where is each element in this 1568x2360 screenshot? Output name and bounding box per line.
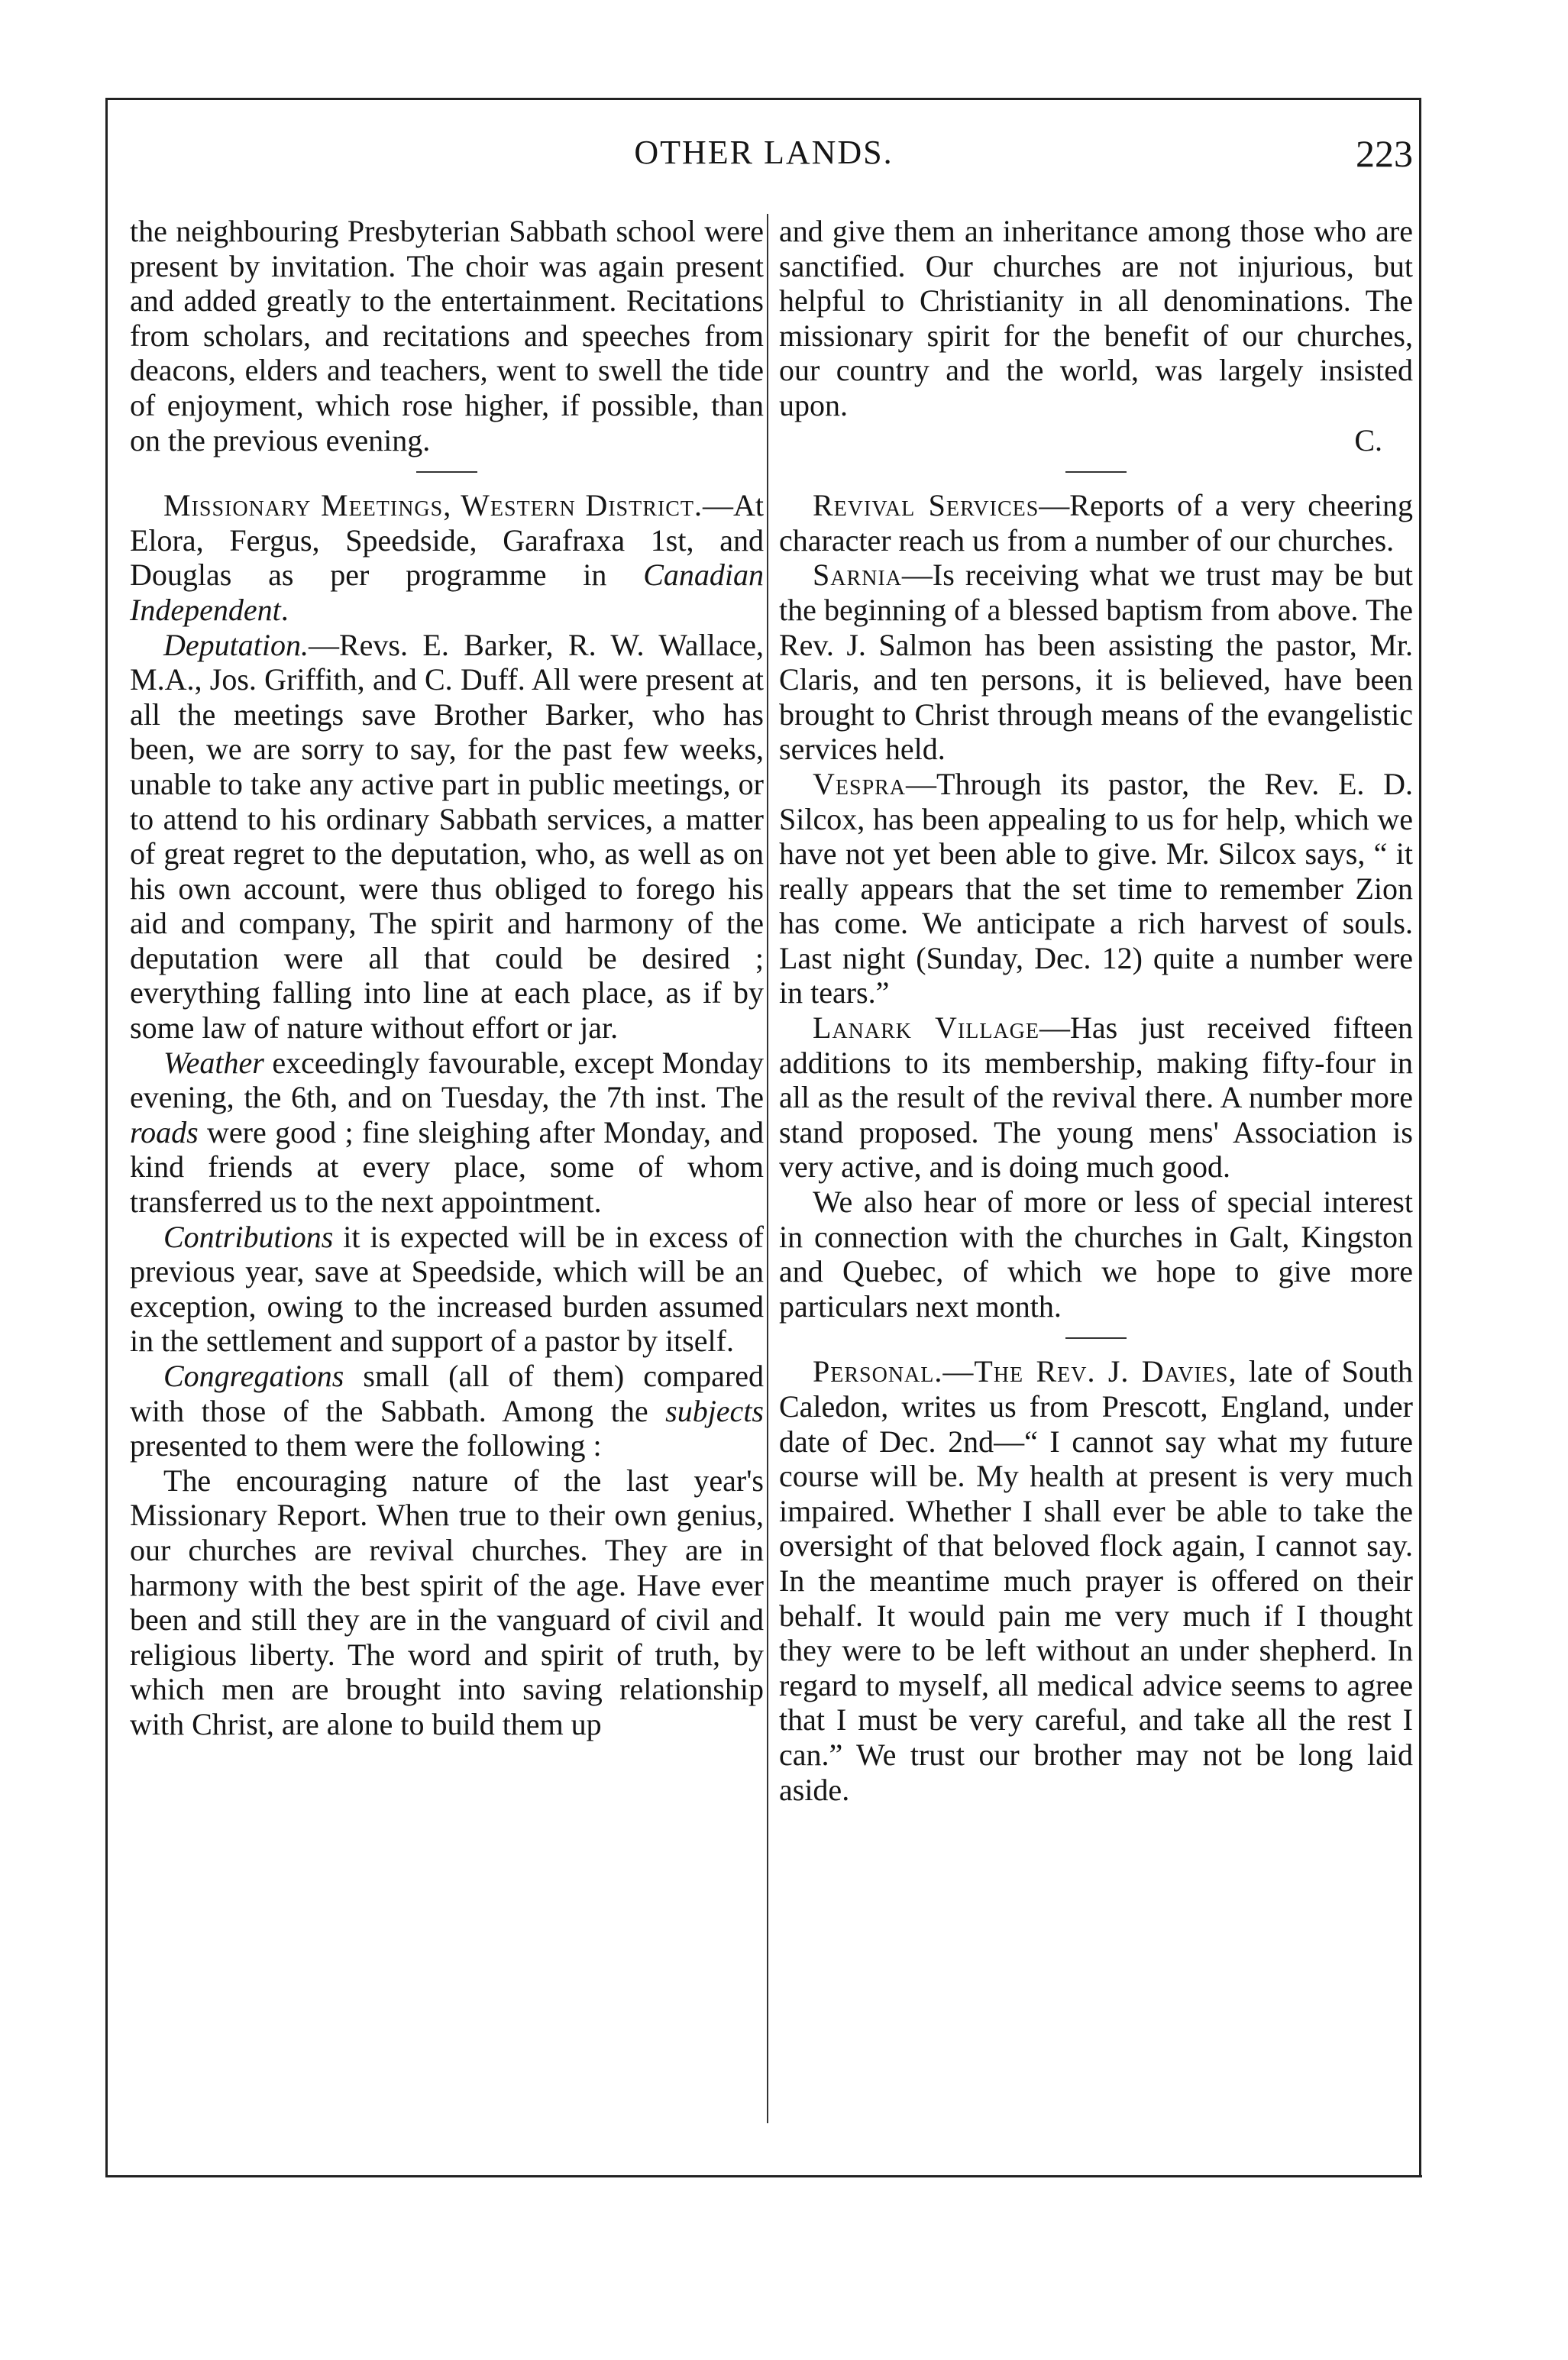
sarnia-paragraph xyxy=(779,558,1413,767)
top-border-rule xyxy=(107,98,1421,100)
sentence-end: . xyxy=(280,592,289,627)
running-head: OTHER LANDS. xyxy=(634,134,894,171)
roads-label: roads xyxy=(130,1114,199,1149)
signature: C. xyxy=(1354,422,1382,457)
congregations-paragraph xyxy=(130,1359,764,1463)
vespra-heading: Vespra xyxy=(813,766,907,801)
section-separator xyxy=(1065,1337,1127,1339)
personal-name: —The Rev. J. Davies, xyxy=(942,1354,1237,1389)
missionary-meetings-paragraph xyxy=(130,488,764,627)
contributions-label: Contributions xyxy=(163,1219,334,1254)
encouraging-paragraph: The encouraging nature of the last year's Missionary Report. When true to their own genius, our churches are revival churches. They are in harmony with the best spirit of the age. Have ever been and still they are in the vanguard of civil and religious liberty. The word and spirit of truth, by which men are brought into saving relationship with Christ, are alone to build them up xyxy=(130,1463,764,1741)
bottom-border-rule xyxy=(105,2175,1422,2177)
revival-services-heading: Revival Services xyxy=(813,488,1039,523)
contributions-text: it is expected will be in excess of previous year, save at Speedside, which will be an exception, owing to the increased burden assumed in the settlement and support of a pastor by itself. xyxy=(130,1219,764,1359)
publication-title: Canadian Independent xyxy=(130,558,764,627)
section-separator xyxy=(416,471,477,473)
left-column xyxy=(130,214,764,1742)
contributions-paragraph xyxy=(130,1220,764,1359)
missionary-meetings-heading: Missionary Meetings, Western District. xyxy=(163,488,703,523)
sarnia-text: —Is receiving what we trust may be but the beginning of a blessed baptism from above. The Rev. J. Salmon has been assisting the pastor, Mr. Claris, and ten persons, it is believed, have been brought to Christ through means of the evangelistic services held. xyxy=(779,558,1413,767)
left-border-rule xyxy=(105,98,108,2175)
deputation-text: —Revs. E. Barker, R. W. Wallace, M.A., Jos. Griffith, and C. Duff. All were present at all the meetings save Brother Barker, who has been, we are sorry to say, for the past few weeks, unable to take any active part in public meetings, or to attend to his ordinary Sabbath services, a matter of great regret to the deputation, who, as well as on his own account, were thus obliged to forego his aid and company, The spirit and harmony of the deputation were all that could be desired ; everything falling into line at each place, as if by some law of nature without effort or jar. xyxy=(130,627,764,1046)
weather-label: Weather xyxy=(163,1045,264,1080)
lanark-paragraph xyxy=(779,1010,1413,1185)
page-number: 223 xyxy=(1356,132,1413,175)
congregations-text-1: small (all of them) compared with those of the Sabbath. Among the xyxy=(130,1359,764,1428)
missionary-meetings-text: —At Elora, Fergus, Speedside, Garafraxa 1st, and Douglas as per programme in xyxy=(130,488,764,593)
congregations-text-2: presented to them were the following : xyxy=(130,1428,602,1463)
sarnia-heading: Sarnia xyxy=(813,558,902,593)
vespra-paragraph xyxy=(779,767,1413,1010)
right-border-rule xyxy=(1419,98,1421,2175)
lanark-heading: Lanark Village xyxy=(813,1010,1039,1046)
continued-paragraph-right: and give them an inheritance among those who are sanctified. Our churches are not injurious, but helpful to Christianity in all denominations. The missionary spirit for the benefit of our churches, our country and the world, was largely insisted upon. xyxy=(779,214,1413,422)
weather-text-2: were good ; fine sleighing after Monday, and kind friends at every place, some of whom transferred us to the next appointment. xyxy=(130,1114,764,1220)
revival-services-text: —Reports of a very cheering character reach us from a number of our churches. xyxy=(779,488,1413,558)
personal-heading: Personal. xyxy=(813,1354,943,1389)
personal-paragraph xyxy=(779,1354,1413,1807)
continued-paragraph: the neighbouring Presbyterian Sabbath school were present by invitation. The choir was again present and added greatly to the entertainment. Recitations from scholars, and recitations and speeches from deacons, elders and teachers, went to swell the tide of enjoyment, which rose higher, if possible, than on the previous evening. xyxy=(130,214,764,457)
weather-paragraph xyxy=(130,1046,764,1220)
congregations-label: Congregations xyxy=(163,1359,344,1393)
personal-text: late of South Caledon, writes us from Prescott, England, under date of Dec. 2nd—“ I cannot say what my future course will be. My health at present is very much impaired. Whether I shall ever be able to take the oversight of that beloved flock again, I cannot say. In the meantime much prayer is offered on their behalf. It would pain me very much if I thought they were to be left without an under shepherd. In regard to myself, all medical advice seems to agree that I must be very careful, and take all the rest I can.” We trust our brother may not be long laid aside. xyxy=(779,1354,1413,1807)
lanark-text: —Has just received fifteen additions to its membership, making fifty-four in all as the result of the revival there. A number more stand proposed. The young mens' Association is very active, and is doing much good. xyxy=(779,1010,1413,1185)
also-hear-paragraph: We also hear of more or less of special interest in connection with the churches in Galt, Kingston and Quebec, of which we hope to give more particulars next month. xyxy=(779,1185,1413,1324)
subjects-label: subjects xyxy=(665,1393,764,1428)
weather-text-1: exceedingly favourable, except Monday evening, the 6th, and on Tuesday, the 7th inst. The xyxy=(130,1045,764,1115)
column-divider xyxy=(767,214,768,2123)
vespra-text: —Through its pastor, the Rev. E. D. Silcox, has been appealing to us for help, which we have not yet been able to give. Mr. Silcox says, “ it really appears that the set time to remember Zion has come. We anticipate a rich harvest of souls. Last night (Sunday, Dec. 12) quite a number were in tears.” xyxy=(779,766,1413,1010)
right-column xyxy=(779,214,1413,1807)
section-separator xyxy=(1065,471,1127,473)
deputation-label: Deputation. xyxy=(163,627,309,662)
revival-services-paragraph xyxy=(779,488,1413,558)
deputation-paragraph xyxy=(130,628,764,1046)
